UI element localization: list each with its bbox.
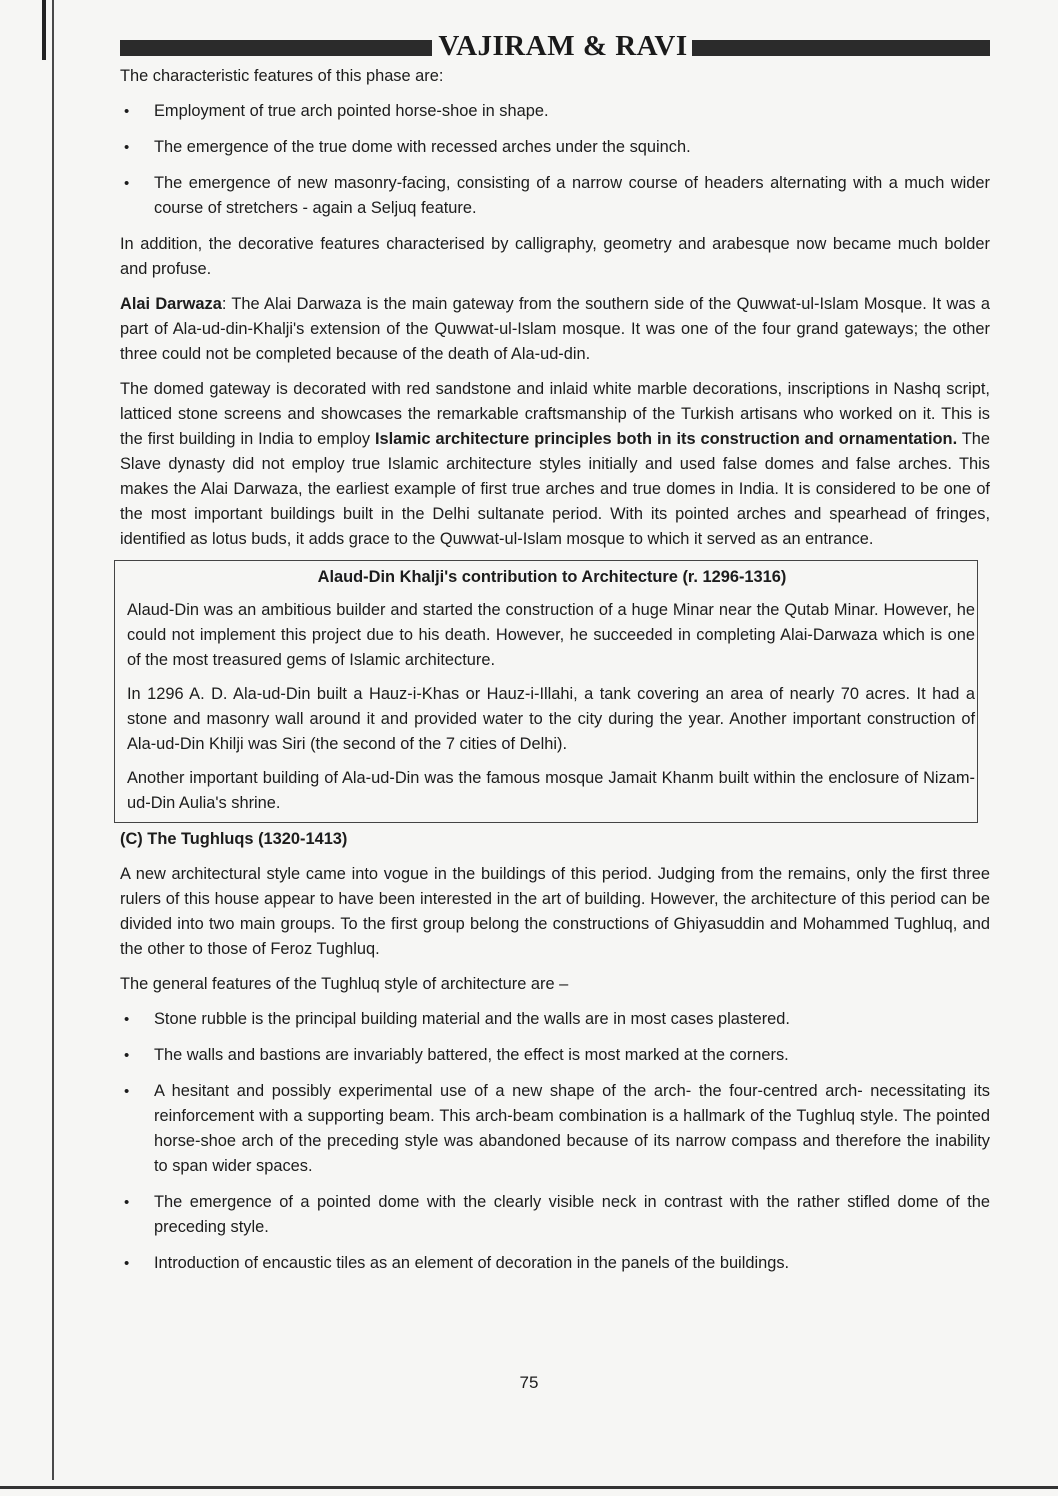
header-bar-right xyxy=(692,40,990,56)
alai-darwaza-label: Alai Darwaza xyxy=(120,295,222,313)
binder-mark xyxy=(42,0,46,60)
box-title: Alaud-Din Khalji's contribution to Architecture (r. 1296-1316) xyxy=(317,568,787,586)
phase-intro: The characteristic features of this phase are: xyxy=(120,67,444,85)
tughluq-paragraph: A new architectural style came into vogue in the buildings of this period. Judging from the remains, only the first three rulers of this house appear to have been interested in the art of building. However, the architecture of this period can be divided into two main groups. To the first group belong the constructions of Ghiyasuddin and Mohammed Tughluq, and the other to those of Feroz Tughluq. xyxy=(120,865,990,958)
bullet-icon: • xyxy=(124,1047,130,1064)
phase-feature-list xyxy=(120,99,990,221)
decorative-paragraph: In addition, the decorative features characterised by calligraphy, geometry and arabesque now became much bolder and profuse. xyxy=(120,235,990,278)
bullet-icon: • xyxy=(124,1194,130,1211)
tughluq-feature-list xyxy=(120,1007,990,1276)
list-item: • The walls and bastions are invariably battered, the effect is most marked at the corners. xyxy=(120,1043,990,1068)
list-item: • Stone rubble is the principal building material and the walls are in most cases plastered. xyxy=(120,1007,990,1032)
header-bar-left xyxy=(120,40,432,56)
bullet-icon: • xyxy=(124,1083,130,1100)
page-content xyxy=(120,64,990,1287)
tughluq-heading: (C) The Tughluqs (1320-1413) xyxy=(120,830,348,848)
bullet-icon: • xyxy=(124,175,130,192)
domed-gateway-paragraph: The domed gateway is decorated with red sandstone and inlaid white marble decorations, inscriptions in Nashq script, latticed stone screens and showcases the remarkable craftsmanship of the Turkish artisans who worked on it. This is the first building in India to employ Islamic architecture principles both in its construction and ornamentation. The Slave dynasty did not employ true Islamic architecture styles initially and used false domes and false arches. This makes the Alai Darwaza, the earliest example of first true arches and true domes in India. It is considered to be one of the most important buildings built in the Delhi sultanate period. With its pointed arches and spearhead of fringes, identified as lotus buds, it adds grace to the Quwwat-ul-Islam mosque to which it served as an entrance. xyxy=(120,380,990,548)
alai-darwaza-paragraph: Alai Darwaza: The Alai Darwaza is the main gateway from the southern side of the Quwwat-ul-Islam Mosque. It was a part of Ala-ud-din-Khalji's extension of the Quwwat-ul-Islam mosque. It was one of the four grand gateways; the other three could not be completed because of the death of Ala-ud-din. xyxy=(120,295,990,363)
list-item: • The emergence of the true dome with recessed arches under the squinch. xyxy=(120,135,990,160)
page-edge-line xyxy=(0,1486,1058,1489)
bullet-icon: • xyxy=(124,1255,130,1272)
list-item: • Employment of true arch pointed horse-shoe in shape. xyxy=(120,99,990,124)
box-paragraph: Another important building of Ala-ud-Din was the famous mosque Jamait Khanm built within the enclosure of Nizam-ud-Din Aulia's shrine. xyxy=(127,769,975,812)
bullet-icon: • xyxy=(124,103,130,120)
binder-line xyxy=(52,0,54,1480)
tughluq-features-intro: The general features of the Tughluq style of architecture are – xyxy=(120,975,569,993)
list-item: • The emergence of a pointed dome with the clearly visible neck in contrast with the rather stifled dome of the preceding style. xyxy=(120,1190,990,1240)
khalji-contribution-box xyxy=(114,560,978,823)
bullet-icon: • xyxy=(124,139,130,156)
bullet-icon: • xyxy=(124,1011,130,1028)
box-paragraph: In 1296 A. D. Ala-ud-Din built a Hauz-i-Khas or Hauz-i-Illahi, a tank covering an area of nearly 70 acres. It had a stone and masonry wall around it and provided water to the city during the year. Another important construction of Ala-ud-Din Khilji was Siri (the second of the 7 cities of Delhi). xyxy=(127,685,975,753)
brand-title: VAJIRAM & RAVI xyxy=(438,30,688,62)
list-item: • The emergence of new masonry-facing, consisting of a narrow course of headers alternating with a much wider course of stretchers - again a Seljuq feature. xyxy=(120,171,990,221)
page-number: 75 xyxy=(519,1373,539,1392)
page-header xyxy=(120,30,990,62)
list-item: • A hesitant and possibly experimental use of a new shape of the arch- the four-centred arch- necessitating its reinforcement with a supporting beam. This arch-beam combination is a hallmark of the Tughluq style. The pointed horse-shoe arch of the preceding style was abandoned because of its narrow compass and therefore the inability to span wider spaces. xyxy=(120,1079,990,1179)
box-paragraph: Alaud-Din was an ambitious builder and started the construction of a huge Minar near the Qutab Minar. However, he could not implement this project due to his death. However, he succeeded in completing Alai-Darwaza which is one of the most treasured gems of Islamic architecture. xyxy=(127,601,975,669)
list-item: • Introduction of encaustic tiles as an element of decoration in the panels of the buildings. xyxy=(120,1251,990,1276)
